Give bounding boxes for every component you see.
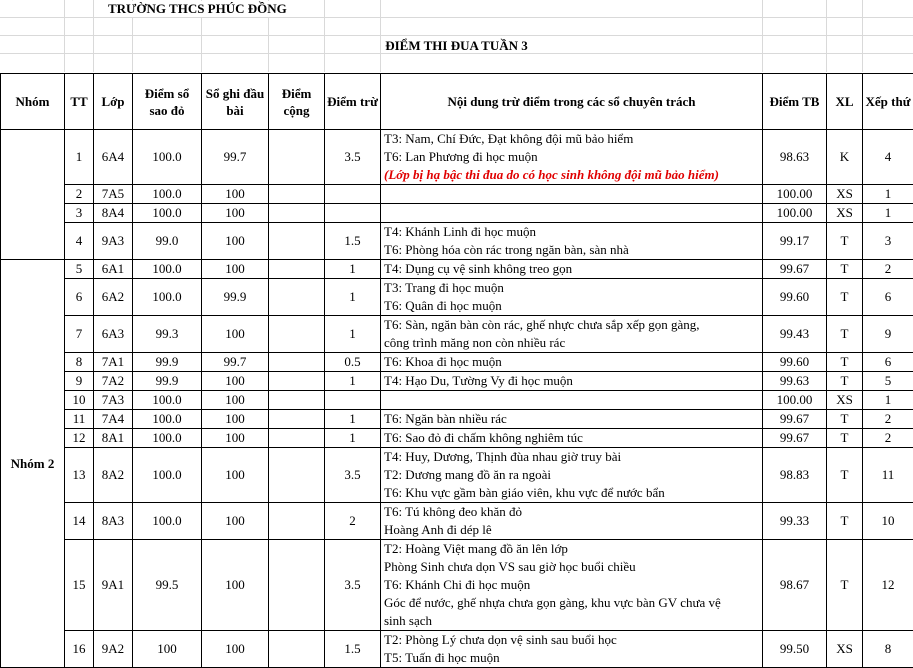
cell-tt: 15 [65, 540, 94, 631]
cell-log-book: 100 [202, 448, 269, 503]
content-line: T6: Sàn, ngăn bàn còn rác, ghế nhực chưa sắp xếp gọn gàng, [384, 316, 760, 334]
cell-rank-class: T [827, 372, 863, 391]
school-name: TRƯỜNG THCS PHÚC ĐỒNG [108, 1, 289, 17]
cell-red-book: 100.0 [133, 185, 202, 204]
cell-tt: 5 [65, 260, 94, 279]
content-line: T2: Dương mang đồ ăn ra ngoài [384, 466, 760, 484]
cell-avg: 100.00 [763, 204, 827, 223]
cell-rank: 5 [863, 372, 913, 391]
col-rank: Xếp thứ [863, 74, 913, 130]
col-class: Lớp [94, 74, 133, 130]
cell-rank-class: T [827, 503, 863, 540]
cell-red-book: 100.0 [133, 260, 202, 279]
content-line: T4: Hạo Du, Tường Vy đi học muộn [384, 372, 760, 390]
title-text: ĐIỂM THI ĐUA TUẦN 3 [381, 38, 532, 53]
cell-minus: 1 [325, 316, 381, 353]
content-line: T4: Huy, Dương, Thịnh đùa nhau giờ truy bài [384, 448, 760, 466]
cell-plus [269, 540, 325, 631]
col-plus: Điểm cộng [269, 74, 325, 130]
cell-minus: 1.5 [325, 223, 381, 260]
cell-minus: 1.5 [325, 631, 381, 668]
cell-red-book: 100.0 [133, 391, 202, 410]
cell-plus [269, 185, 325, 204]
content-line: T6: Khánh Chi đi học muộn [384, 576, 760, 594]
content-line: T6: Tú không đeo khăn đỏ [384, 503, 760, 521]
cell-plus [269, 260, 325, 279]
cell-tt: 11 [65, 410, 94, 429]
content-line: sinh sạch [384, 612, 760, 630]
cell-tt: 8 [65, 353, 94, 372]
cell-log-book: 100 [202, 503, 269, 540]
cell-avg: 100.00 [763, 391, 827, 410]
cell-avg: 99.60 [763, 279, 827, 316]
cell-content [381, 540, 763, 631]
cell-rank-class: T [827, 260, 863, 279]
cell-plus [269, 429, 325, 448]
cell-log-book: 100 [202, 429, 269, 448]
cell-log-book: 99.9 [202, 279, 269, 316]
cell-tt: 2 [65, 185, 94, 204]
cell-avg: 98.67 [763, 540, 827, 631]
cell-rank: 4 [863, 130, 913, 185]
cell-rank: 1 [863, 185, 913, 204]
cell-class: 6A4 [94, 130, 133, 185]
table-row [1, 429, 913, 448]
cell-log-book: 100 [202, 372, 269, 391]
cell-avg: 99.33 [763, 503, 827, 540]
cell-log-book: 100 [202, 540, 269, 631]
table-row [1, 410, 913, 429]
col-tt: TT [65, 74, 94, 130]
cell-content [381, 130, 763, 185]
cell-minus: 1 [325, 372, 381, 391]
cell-rank-class: T [827, 353, 863, 372]
cell-content [381, 429, 763, 448]
cell-red-book: 100.0 [133, 429, 202, 448]
cell-tt: 9 [65, 372, 94, 391]
cell-rank: 1 [863, 391, 913, 410]
cell-red-book: 99.9 [133, 372, 202, 391]
cell-plus [269, 204, 325, 223]
cell-plus [269, 372, 325, 391]
cell-class: 9A2 [94, 631, 133, 668]
content-line: T4: Khánh Linh đi học muộn [384, 223, 760, 241]
cell-avg: 99.67 [763, 429, 827, 448]
cell-rank-class: T [827, 279, 863, 316]
cell-content [381, 631, 763, 668]
table-row [1, 503, 913, 540]
cell-plus [269, 316, 325, 353]
cell-red-book: 99.9 [133, 353, 202, 372]
cell-class: 7A2 [94, 372, 133, 391]
cell-class: 6A2 [94, 279, 133, 316]
cell-tt: 7 [65, 316, 94, 353]
cell-minus: 3.5 [325, 130, 381, 185]
cell-red-book: 99.0 [133, 223, 202, 260]
cell-rank: 12 [863, 540, 913, 631]
cell-log-book: 100 [202, 631, 269, 668]
cell-red-book: 100.0 [133, 410, 202, 429]
table-row [1, 204, 913, 223]
cell-rank-class: T [827, 429, 863, 448]
content-line: T6: Phòng hóa còn rác trong ngăn bàn, sàn nhà [384, 241, 760, 259]
table-row [1, 540, 913, 631]
cell-avg: 99.63 [763, 372, 827, 391]
cell-class: 8A3 [94, 503, 133, 540]
content-line: T6: Quân đi học muộn [384, 297, 760, 315]
cell-class: 9A1 [94, 540, 133, 631]
cell-plus [269, 279, 325, 316]
cell-content [381, 503, 763, 540]
header-row [1, 74, 913, 130]
cell-plus [269, 448, 325, 503]
cell-class: 7A1 [94, 353, 133, 372]
cell-log-book: 100 [202, 391, 269, 410]
table-row [1, 279, 913, 316]
cell-content [381, 391, 763, 410]
cell-minus: 1 [325, 410, 381, 429]
col-minus: Điểm trừ [325, 74, 381, 130]
cell-red-book: 100.0 [133, 503, 202, 540]
cell-plus [269, 410, 325, 429]
cell-tt: 14 [65, 503, 94, 540]
cell-log-book: 99.7 [202, 353, 269, 372]
cell-log-book: 100 [202, 410, 269, 429]
col-rank-class: XL [827, 74, 863, 130]
cell-class: 8A1 [94, 429, 133, 448]
cell-log-book: 100 [202, 316, 269, 353]
cell-avg: 99.17 [763, 223, 827, 260]
cell-avg: 99.43 [763, 316, 827, 353]
cell-log-book: 99.7 [202, 130, 269, 185]
cell-class: 7A5 [94, 185, 133, 204]
content-line: T6: Khu vực gầm bàn giáo viên, khu vực để nước bẩn [384, 484, 760, 502]
cell-minus: 0.5 [325, 353, 381, 372]
content-line: T3: Nam, Chí Đức, Đạt không đội mũ bảo hiểm [384, 130, 760, 148]
cell-rank: 2 [863, 429, 913, 448]
cell-class: 8A2 [94, 448, 133, 503]
cell-rank-class: K [827, 130, 863, 185]
content-line: T3: Trang đi học muộn [384, 279, 760, 297]
cell-minus [325, 391, 381, 410]
content-line: T2: Phòng Lý chưa dọn vệ sinh sau buổi học [384, 631, 760, 649]
cell-tt: 6 [65, 279, 94, 316]
cell-log-book: 100 [202, 223, 269, 260]
cell-minus [325, 204, 381, 223]
cell-plus [269, 223, 325, 260]
cell-avg: 98.83 [763, 448, 827, 503]
cell-minus: 2 [325, 503, 381, 540]
cell-rank: 9 [863, 316, 913, 353]
cell-plus [269, 130, 325, 185]
cell-rank: 10 [863, 503, 913, 540]
cell-rank: 6 [863, 279, 913, 316]
cell-rank-class: T [827, 316, 863, 353]
cell-rank-class: XS [827, 204, 863, 223]
cell-content [381, 372, 763, 391]
cell-class: 8A4 [94, 204, 133, 223]
content-line: T5: Tuấn đi học muộn [384, 649, 760, 667]
table-row [1, 223, 913, 260]
cell-class: 6A1 [94, 260, 133, 279]
cell-red-book: 100.0 [133, 204, 202, 223]
cell-plus [269, 503, 325, 540]
cell-rank-class: T [827, 540, 863, 631]
cell-tt: 13 [65, 448, 94, 503]
group-cell-2: Nhóm 2 [1, 260, 65, 668]
content-line: T6: Lan Phương đi học muộn [384, 148, 760, 166]
cell-rank: 11 [863, 448, 913, 503]
content-line: T4: Dụng cụ vệ sinh không treo gọn [384, 260, 760, 278]
cell-rank-class: T [827, 410, 863, 429]
table-row [1, 260, 913, 279]
cell-rank: 6 [863, 353, 913, 372]
cell-rank: 8 [863, 631, 913, 668]
cell-tt: 10 [65, 391, 94, 410]
cell-log-book: 100 [202, 204, 269, 223]
content-line: Hoàng Anh đi dép lê [384, 521, 760, 539]
table-row [1, 372, 913, 391]
cell-red-book: 100 [133, 631, 202, 668]
cell-log-book: 100 [202, 185, 269, 204]
cell-avg: 99.67 [763, 260, 827, 279]
cell-content [381, 353, 763, 372]
table-row [1, 448, 913, 503]
col-avg: Điểm TB [763, 74, 827, 130]
content-line: T2: Hoàng Việt mang đồ ăn lên lớp [384, 540, 760, 558]
cell-plus [269, 353, 325, 372]
cell-avg: 100.00 [763, 185, 827, 204]
cell-red-book: 99.5 [133, 540, 202, 631]
cell-avg: 99.67 [763, 410, 827, 429]
cell-rank-class: T [827, 448, 863, 503]
cell-rank-class: XS [827, 185, 863, 204]
cell-tt: 4 [65, 223, 94, 260]
content-line: Góc để nước, ghế nhựa chưa gọn gàng, khu vực bàn GV chưa vệ [384, 594, 760, 612]
page-title [0, 38, 913, 54]
cell-class: 9A3 [94, 223, 133, 260]
cell-red-book: 100.0 [133, 279, 202, 316]
table-row [1, 185, 913, 204]
cell-content [381, 316, 763, 353]
cell-tt: 3 [65, 204, 94, 223]
col-red-book: Điểm sổ sao đỏ [133, 74, 202, 130]
cell-rank: 2 [863, 410, 913, 429]
cell-plus [269, 631, 325, 668]
cell-plus [269, 391, 325, 410]
cell-minus [325, 185, 381, 204]
cell-minus: 1 [325, 429, 381, 448]
cell-content [381, 410, 763, 429]
table-row [1, 316, 913, 353]
col-log-book: Sổ ghi đầu bài [202, 74, 269, 130]
cell-rank-class: XS [827, 391, 863, 410]
table-row [1, 631, 913, 668]
table-row [1, 130, 913, 185]
table-row [1, 391, 913, 410]
demotion-note: (Lớp bị hạ bậc thi đua do có học sinh không đội mũ bảo hiểm) [384, 166, 760, 184]
cell-class: 7A3 [94, 391, 133, 410]
cell-minus: 1 [325, 260, 381, 279]
cell-rank: 3 [863, 223, 913, 260]
cell-rank: 1 [863, 204, 913, 223]
col-content: Nội dung trừ điểm trong các sổ chuyên trách [381, 74, 763, 130]
cell-log-book: 100 [202, 260, 269, 279]
cell-minus: 3.5 [325, 540, 381, 631]
cell-content [381, 185, 763, 204]
cell-tt: 12 [65, 429, 94, 448]
cell-red-book: 100.0 [133, 130, 202, 185]
col-group: Nhóm [1, 74, 65, 130]
cell-content [381, 204, 763, 223]
group-cell-1 [1, 130, 65, 260]
cell-class: 6A3 [94, 316, 133, 353]
cell-minus: 1 [325, 279, 381, 316]
cell-avg: 98.63 [763, 130, 827, 185]
table-row [1, 353, 913, 372]
cell-avg: 99.50 [763, 631, 827, 668]
content-line: T6: Sao đỏ đi chấm không nghiêm túc [384, 429, 760, 447]
cell-rank: 2 [863, 260, 913, 279]
competition-table [0, 73, 913, 668]
cell-red-book: 99.3 [133, 316, 202, 353]
cell-minus: 3.5 [325, 448, 381, 503]
cell-rank-class: XS [827, 631, 863, 668]
cell-class: 7A4 [94, 410, 133, 429]
cell-content [381, 260, 763, 279]
cell-content [381, 223, 763, 260]
cell-tt: 16 [65, 631, 94, 668]
content-line: T6: Khoa đi học muộn [384, 353, 760, 371]
cell-content [381, 279, 763, 316]
content-line: T6: Ngăn bàn nhiều rác [384, 410, 760, 428]
content-line: công trình măng non còn nhiều rác [384, 334, 760, 352]
content-line: Phòng Sinh chưa dọn VS sau giờ học buổi chiều [384, 558, 760, 576]
cell-avg: 99.60 [763, 353, 827, 372]
cell-red-book: 100.0 [133, 448, 202, 503]
cell-rank-class: T [827, 223, 863, 260]
cell-content [381, 448, 763, 503]
cell-tt: 1 [65, 130, 94, 185]
